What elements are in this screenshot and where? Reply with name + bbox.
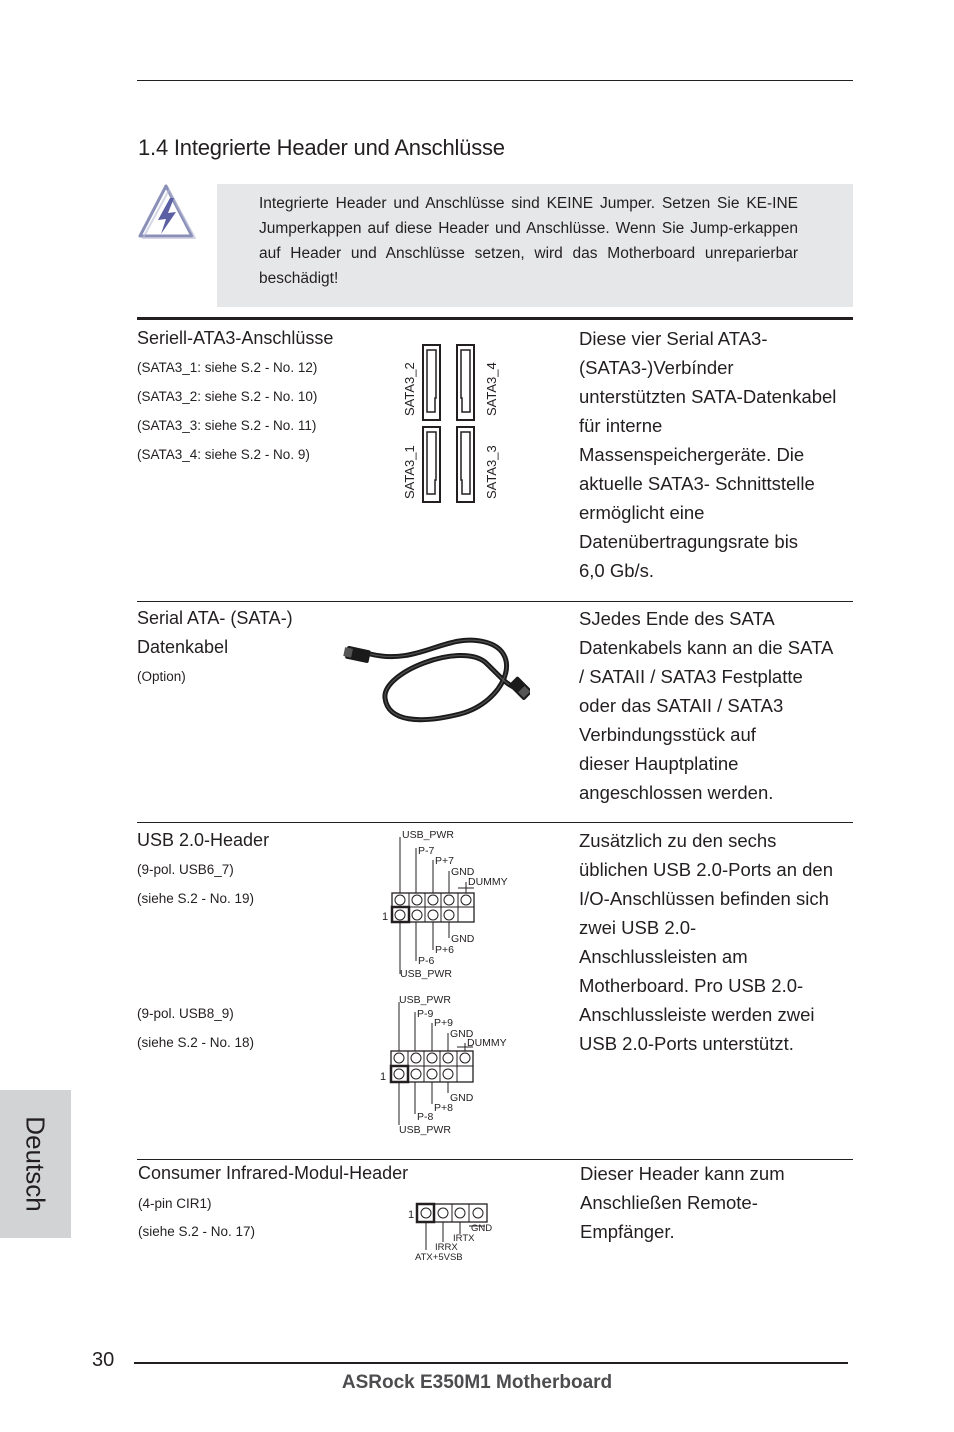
desc-line: zwei USB 2.0-: [579, 917, 697, 938]
cir-label-gnd: GND: [471, 1223, 493, 1234]
sata3-connectors-diagram: [395, 338, 510, 508]
desc-line: ermöglicht eine: [579, 502, 705, 523]
sata-cable-option: (Option): [137, 669, 186, 684]
usb2-label-dummy: DUMMY: [467, 1037, 507, 1049]
side-tab-label: Deutsch: [20, 1116, 51, 1212]
desc-line: SJedes Ende des SATA: [579, 608, 775, 629]
sata3-label-2: SATA3_2: [402, 362, 417, 416]
cir-label-irrx: IRRX: [435, 1242, 458, 1253]
warning-box: Integrierte Header und Anschlüsse sind KEINE Jumper. Setzen Sie KE-INE Jumperkappen auf diese Header und Anschlüsse. Wenn Sie Jump-erkappen auf Header und Anschlüsse setzen, wird das Motherboard unreparierbar beschädigt!: [217, 184, 853, 307]
desc-line: oder das SATAII / SATA3: [579, 695, 784, 716]
desc-line: I/O-Anschlüssen befinden sich: [579, 888, 829, 909]
sata-cable-description: [579, 604, 854, 807]
desc-line: USB 2.0-Ports unterstützt.: [579, 1033, 794, 1054]
sata3-ref-1: (SATA3_1: siehe S.2 - No. 12): [137, 360, 318, 375]
bottom-rule: [134, 1362, 848, 1364]
rule-usb: [137, 822, 853, 823]
desc-line: Massenspeichergeräte. Die: [579, 444, 805, 465]
section-title: 1.4 Integrierte Header und Anschlüsse: [138, 135, 505, 160]
sata3-port-4: [457, 345, 474, 420]
desc-line: aktuelle SATA3- Schnittstelle: [579, 473, 815, 494]
desc-line: Dieser Header kann zum: [580, 1163, 785, 1184]
cir-label-irtx: IRTX: [453, 1233, 475, 1244]
desc-line: üblichen USB 2.0-Ports an den: [579, 859, 834, 880]
cir-title: Consumer Infrared-Modul-Header: [138, 1163, 409, 1183]
sata3-label-3: SATA3_3: [484, 445, 499, 499]
usb2-label-gnd-b: GND: [450, 1092, 474, 1104]
page-number: 30: [92, 1349, 115, 1371]
usb1-label-pminus-b: P-6: [418, 955, 435, 967]
desc-line: dieser Hauptplatine: [579, 753, 739, 774]
usb1-label-gnd-b: GND: [451, 933, 475, 945]
sata-cable-image: [340, 632, 530, 727]
sata3-label-4: SATA3_4: [484, 362, 499, 416]
top-rule: [137, 80, 853, 81]
usb2-label-pminus: P-9: [417, 1008, 434, 1020]
usb2-label-pplus-b: P+8: [434, 1102, 453, 1114]
footer-product: ASRock E350M1 Motherboard: [341, 1372, 613, 1393]
usb2-label-pminus-b: P-8: [417, 1111, 434, 1123]
usb1-label-pwr: USB_PWR: [402, 829, 454, 841]
usb-h2-pins: (9-pol. USB8_9): [137, 1006, 234, 1021]
desc-line: 6,0 Gb/s.: [579, 560, 655, 581]
usb-description: [579, 826, 854, 1058]
sata-cable-title-1: Serial ATA- (SATA-): [137, 608, 293, 628]
desc-line: Verbindungsstück auf: [579, 724, 756, 745]
usb-title: USB 2.0-Header: [137, 830, 270, 850]
usb-h1-pins: (9-pol. USB6_7): [137, 862, 234, 877]
desc-line: für interne: [579, 415, 663, 436]
usb1-pin1: 1: [382, 911, 389, 923]
desc-line: Motherboard. Pro USB 2.0-: [579, 975, 804, 996]
rule-sata-cable: [137, 601, 853, 602]
cir-description: [580, 1159, 855, 1246]
cir-label-atx: ATX+5VSB: [415, 1252, 463, 1263]
sata3-ref-3: (SATA3_3: siehe S.2 - No. 11): [137, 418, 317, 433]
usb1-label-pplus: P+7: [435, 855, 454, 867]
sata3-port-3: [457, 427, 474, 502]
usb2-label-pwr-b: USB_PWR: [399, 1124, 451, 1136]
usb1-label-pminus: P-7: [418, 845, 435, 857]
desc-line: Anschlussleiste werden zwei: [579, 1004, 815, 1025]
usb2-label-pwr: USB_PWR: [399, 994, 451, 1006]
sata3-label-1: SATA3_1: [402, 445, 417, 499]
usb1-label-dummy: DUMMY: [468, 876, 508, 888]
desc-line: Datenkabels kann an die SATA: [579, 637, 834, 658]
usb1-label-pwr-b: USB_PWR: [400, 968, 452, 980]
sata3-ref-4: (SATA3_4: siehe S.2 - No. 9): [137, 447, 310, 462]
usb2-label-pplus: P+9: [434, 1017, 453, 1029]
desc-line: unterstützten SATA-Datenkabel: [579, 386, 837, 407]
desc-line: Empfänger.: [580, 1221, 675, 1242]
language-side-tab: [0, 1090, 71, 1238]
usb2-pin1: 1: [380, 1071, 387, 1083]
usb2-label-gnd: GND: [450, 1028, 474, 1040]
usb-header-2-diagram: [377, 992, 517, 1137]
cir-header-diagram: [405, 1200, 510, 1265]
desc-line: Zusätzlich zu den sechs: [579, 830, 777, 851]
usb-header-1-diagram: [378, 826, 518, 982]
desc-line: Datenübertragungsrate bis: [579, 531, 799, 552]
usb1-label-gnd: GND: [451, 866, 475, 878]
sata-cable-title-2: Datenkabel: [137, 637, 229, 657]
desc-line: Anschlussleisten am: [579, 946, 748, 967]
usb1-label-pplus-b: P+6: [435, 944, 454, 956]
usb-h2-ref: (siehe S.2 - No. 18): [137, 1035, 255, 1050]
desc-line: / SATAII / SATA3 Festplatte: [579, 666, 803, 687]
usb-h1-ref: (siehe S.2 - No. 19): [137, 891, 255, 906]
desc-line: Diese vier Serial ATA3-: [579, 328, 768, 349]
desc-line: (SATA3-)Verbínder: [579, 357, 734, 378]
sata3-description: [579, 324, 854, 585]
sata3-port-1: [423, 427, 440, 502]
desc-line: angeschlossen werden.: [579, 782, 774, 803]
sata3-port-2: [423, 345, 440, 420]
warning-icon: [134, 182, 198, 242]
cir-pin1: 1: [408, 1209, 415, 1221]
cir-ref: (siehe S.2 - No. 17): [138, 1224, 256, 1239]
rule-sata3: [137, 317, 853, 320]
cir-pins: (4-pin CIR1): [138, 1196, 212, 1211]
sata3-title: Seriell-ATA3-Anschlüsse: [137, 328, 334, 348]
desc-line: Anschließen Remote-: [580, 1192, 758, 1213]
sata3-ref-2: (SATA3_2: siehe S.2 - No. 10): [137, 389, 318, 404]
